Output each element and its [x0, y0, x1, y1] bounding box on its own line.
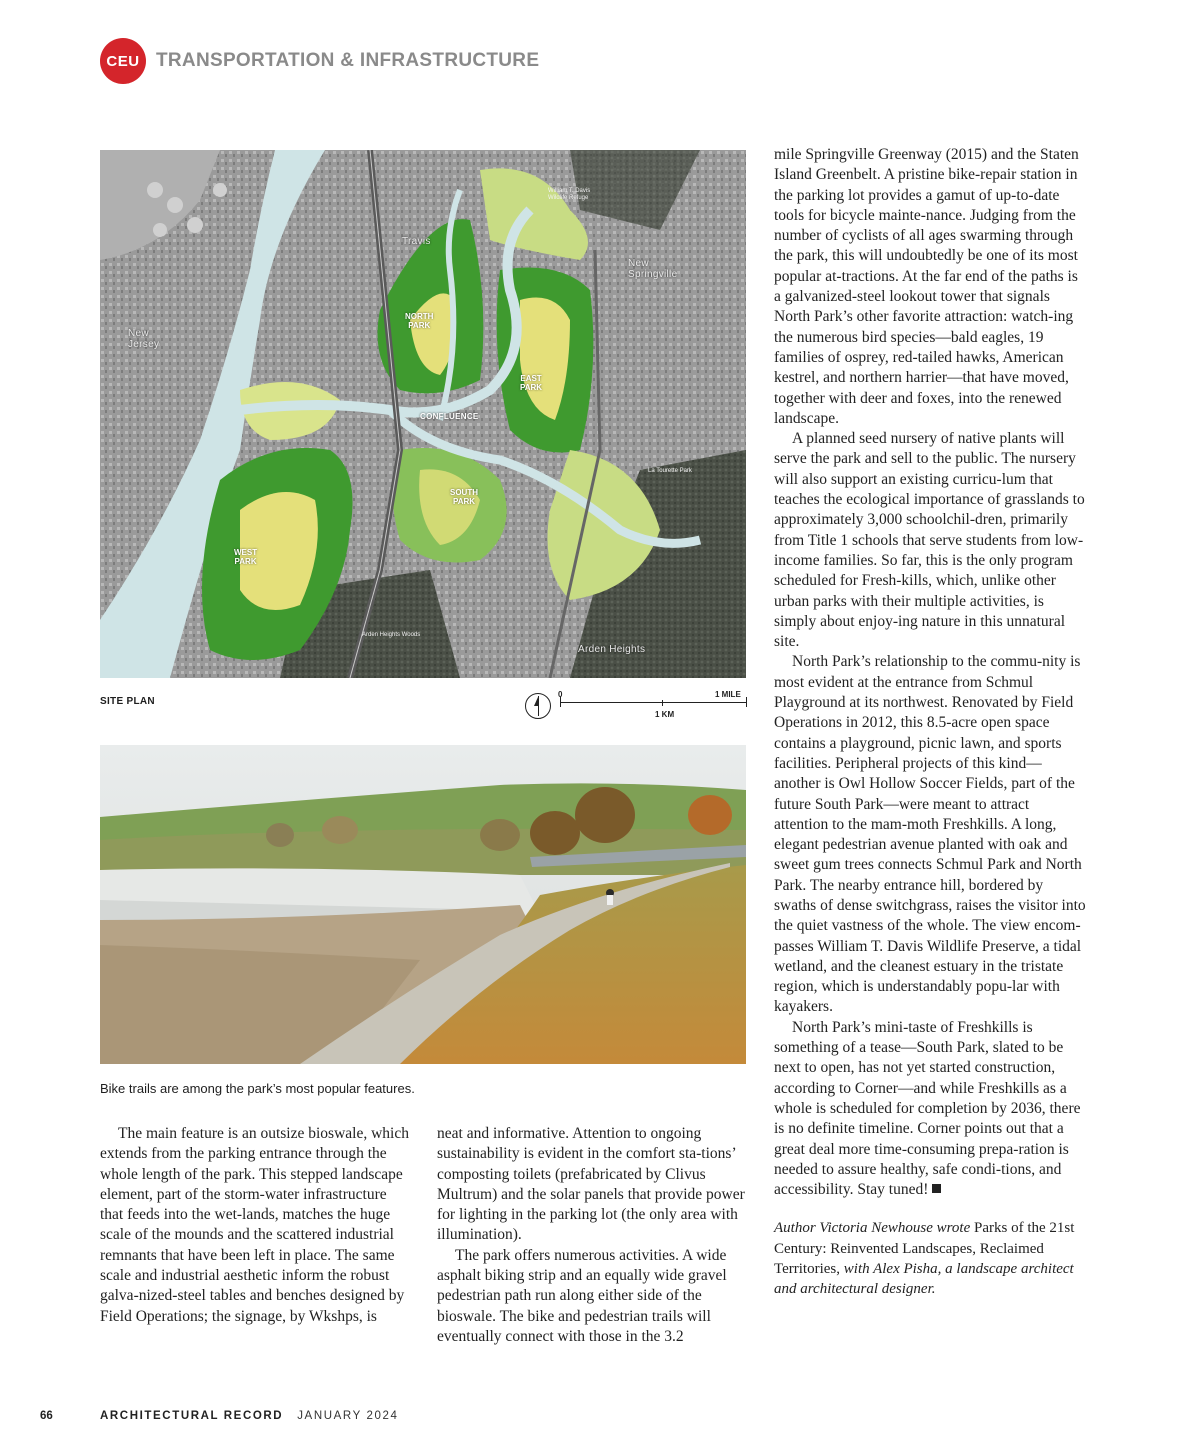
author-note-suffix: with Alex Pisha, a landscape architect and architectural designer. — [774, 1261, 1074, 1298]
william-t-davis-label: William T. Davis Wildlife Refuge — [548, 188, 591, 201]
scale-zero: 0 — [558, 690, 563, 699]
travis-label: Travis — [402, 236, 431, 247]
author-note — [774, 1218, 1086, 1299]
section-header — [100, 38, 539, 84]
paragraph: The main feature is an outsize bioswale, which extends from the parking entrance through the whole length of the park. This stepped landscape element, part of the storm-water infrastructure that feeds into the wet-lands, matches the huge scale of the mounds and the scattered industrial remnants that have been left in place. The same scale and industrial aesthetic inform the robust galva-nized-steel tables and benches designed by Field Operations; the signage, by Wkshps, is — [100, 1125, 409, 1325]
page-footer — [40, 1408, 398, 1424]
map-scale — [525, 690, 747, 720]
paragraph: A planned seed nursery of native plants will serve the park and sell to the public. The nursery will also support an existing curricu-lum that teaches the ecological importance of grasslands to approximately 3,000 schoolchil-dren, primarily from Title 1 schools that serve students from low-income families. So far, this is the only program scheduled for Fresh-kills, which, unlike other urban parks with their multiple activities, is simply about enjoy-ing nature in this unnatural site. — [774, 430, 1085, 651]
bike-trail-graphic — [100, 745, 746, 1064]
north-arrow-icon — [525, 693, 551, 719]
section-title: TRANSPORTATION & INFRASTRUCTURE — [156, 50, 540, 71]
body-column-middle — [437, 1124, 749, 1347]
paragraph: The park offers numerous activities. A wide asphalt biking strip and an equally wide gravel pedestrian path run along either side of the bioswale. The bike and pedestrian trails will eventually connect with those in the 3.2 — [437, 1246, 727, 1345]
site-plan-map — [100, 150, 746, 678]
paragraph-text: North Park’s mini-taste of Freshkills is something of a tease—South Park, slated to be next to open, has not yet started construction, according to Corner—and while Freshkills as a whole is scheduled for completion by 2036, there is no definite timeline. Corner points out that a great deal more time-consuming prepa-ration is needed to assure healthy, safe condi-tions, and accessibility. Stay tuned! — [774, 1018, 1081, 1199]
confluence-label: CONFLUENCE — [420, 412, 479, 421]
east-park-label: EAST PARK — [520, 374, 543, 392]
south-park-label: SOUTH PARK — [450, 488, 478, 506]
scale-line — [560, 702, 746, 703]
arden-heights-label: Arden Heights — [578, 644, 646, 655]
site-plan-caption: SITE PLAN — [100, 696, 155, 707]
paragraph: mile Springville Greenway (2015) and the Staten Island Greenbelt. A pristine bike-repair station in the parking lot provides a gamut of up-to-date tools for bicycle mainte-nance. Judging from the number of cyclists of all ages swarming through the park, this will undoubtedly be one of its most popular at-tractions. At the far end of the paths is a galvanized-steel lookout tower that signals North Park’s other favorite attraction: watch-ing the numerous bird species—bald eagles, 19 families of osprey, red-tailed hawks, American kestrel, and northern harrier—that have moved, together with deer and foxes, into the renewed landscape. — [774, 146, 1079, 427]
author-note-book: Parks of the 21st Century: Reinvented Landscapes, Reclaimed Territories, — [774, 1220, 1075, 1278]
scale-tick — [746, 697, 747, 707]
body-column-right — [774, 145, 1086, 1300]
page-number: 66 — [40, 1410, 53, 1422]
bike-trail-photo — [100, 745, 746, 1064]
body-column-left — [100, 1124, 412, 1327]
west-park-label: WEST PARK — [234, 548, 258, 566]
la-tourette-park-label: La Tourette Park — [648, 468, 692, 474]
publication-name: ARCHITECTURAL RECORD — [100, 1410, 284, 1422]
scale-km: 1 KM — [655, 710, 675, 719]
issue-date: JANUARY 2024 — [297, 1410, 399, 1422]
author-note-prefix: Author Victoria Newhouse wrote — [774, 1220, 974, 1237]
new-jersey-label: New Jersey — [128, 328, 160, 350]
new-springville-label: New Springville — [628, 258, 678, 280]
paragraph-final — [774, 1018, 1086, 1201]
paragraph: North Park’s relationship to the commu-nity is most evident at the entrance from Schmul Playground at its northwest. Renovated by Field Operations in 2012, this 8.5-acre open space contains a playground, picnic lawn, and sports facilities. Peripheral projects of this kind—another is Owl Hollow Soccer Fields, part of the future South Park—were meant to attract attention to the mam-moth Freshkills. A long, elegant pedestrian avenue planted with oak and sweet gum trees connects Schmul Park and North Park. The nearby entrance hill, bordered by swaths of dense switchgrass, raises the visitor into the quiet vastness of the whole. The view encom-passes William T. Davis Wildlife Preserve, a tidal wetland, and the cleanest estuary in the tristate region, which is understandably popu-lar with kayakers. — [774, 653, 1086, 1016]
paragraph: neat and informative. Attention to ongoing sustainability is evident in the comfort sta-tions’ composting toilets (prefabricated by Clivus Multrum) and the solar panels that provide power for lighting in the parking lot (the only area with illumination). — [437, 1125, 745, 1244]
ceu-badge: CEU — [100, 38, 146, 84]
scale-tick — [662, 700, 663, 706]
photo-caption: Bike trails are among the park’s most popular features. — [100, 1081, 415, 1096]
end-mark-icon — [932, 1184, 941, 1193]
scale-mile: 1 MILE — [715, 690, 741, 699]
north-park-label: NORTH PARK — [405, 312, 434, 330]
arden-heights-woods-label: Arden Heights Woods — [362, 632, 421, 638]
